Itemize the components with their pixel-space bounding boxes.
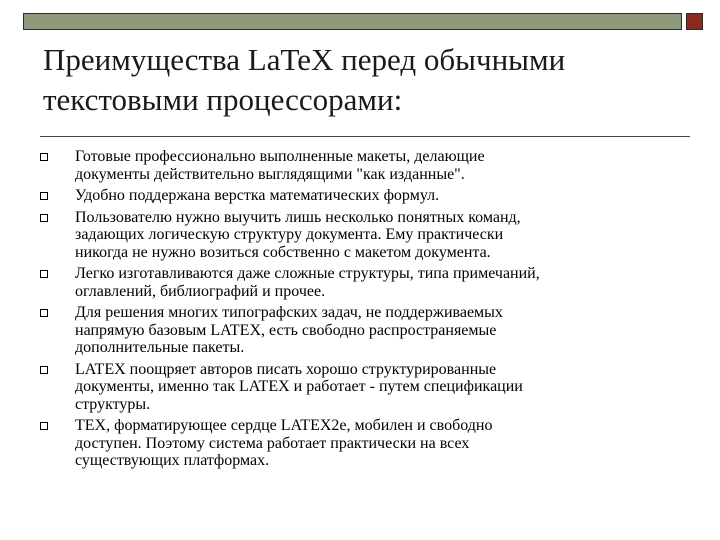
bullet-item <box>40 187 680 205</box>
bullet-text-line: напрямую базовым LATEX, есть свободно распространяемые <box>75 321 497 339</box>
bullet-text-line: Легко изготавливаются даже сложные структуры, типа примечаний, <box>75 265 540 282</box>
bullet-text-line: Для решения многих типографских задач, не поддерживаемых <box>75 304 503 321</box>
bullet-item <box>40 265 680 300</box>
hollow-square-icon <box>40 366 48 374</box>
bullet-item <box>40 304 680 357</box>
hollow-square-icon <box>40 192 48 200</box>
bullet-text-line: структуры. <box>75 395 151 413</box>
bullet-text-line: Готовые профессионально выполненные макеты, делающие <box>75 148 485 165</box>
bullet-item <box>40 209 680 262</box>
slide-title-line: текстовыми процессорами: <box>43 82 403 117</box>
bullet-text-line: задающих логическую структуру документа. Ему практически <box>75 226 504 243</box>
title-divider <box>40 136 690 137</box>
header-decorative-bar <box>23 13 682 30</box>
header-corner-square <box>686 13 703 30</box>
hollow-square-icon <box>40 214 48 222</box>
hollow-square-icon <box>40 309 48 317</box>
slide-title-line: Преимущества LaTeX перед обычными <box>43 42 566 77</box>
bullet-text-line: Пользователю нужно выучить лишь несколько понятных команд, <box>75 208 521 226</box>
bullet-text-line: Удобно поддержана верстка математических формул. <box>75 187 440 204</box>
bullet-item <box>40 361 680 414</box>
hollow-square-icon <box>40 270 48 278</box>
bullet-text-line: доступен. Поэтому система работает практически на всех <box>75 434 470 452</box>
bullet-item <box>40 417 680 470</box>
bullet-text-line: LATEX поощряет авторов писать хорошо структурированные <box>75 360 497 378</box>
bullet-text-line: существующих платформах. <box>75 452 270 469</box>
bullet-text-line: TEX, форматирующее сердце LATEX2e, мобилен и свободно <box>75 417 493 434</box>
hollow-square-icon <box>40 422 48 430</box>
bullet-text-line: никогда не нужно возиться собственно с макетом документа. <box>75 243 491 261</box>
bullet-text-line: документы действительно выглядящими "как изданные". <box>75 165 465 183</box>
bullet-text-line: документы, именно так LATEX и работает - путем спецификации <box>75 378 523 395</box>
bullet-item <box>40 148 680 183</box>
slide-title <box>43 40 693 120</box>
bullet-list <box>40 148 680 474</box>
hollow-square-icon <box>40 153 48 161</box>
bullet-text-line: дополнительные пакеты. <box>75 339 245 356</box>
bullet-text-line: оглавлений, библиографий и прочее. <box>75 282 326 300</box>
